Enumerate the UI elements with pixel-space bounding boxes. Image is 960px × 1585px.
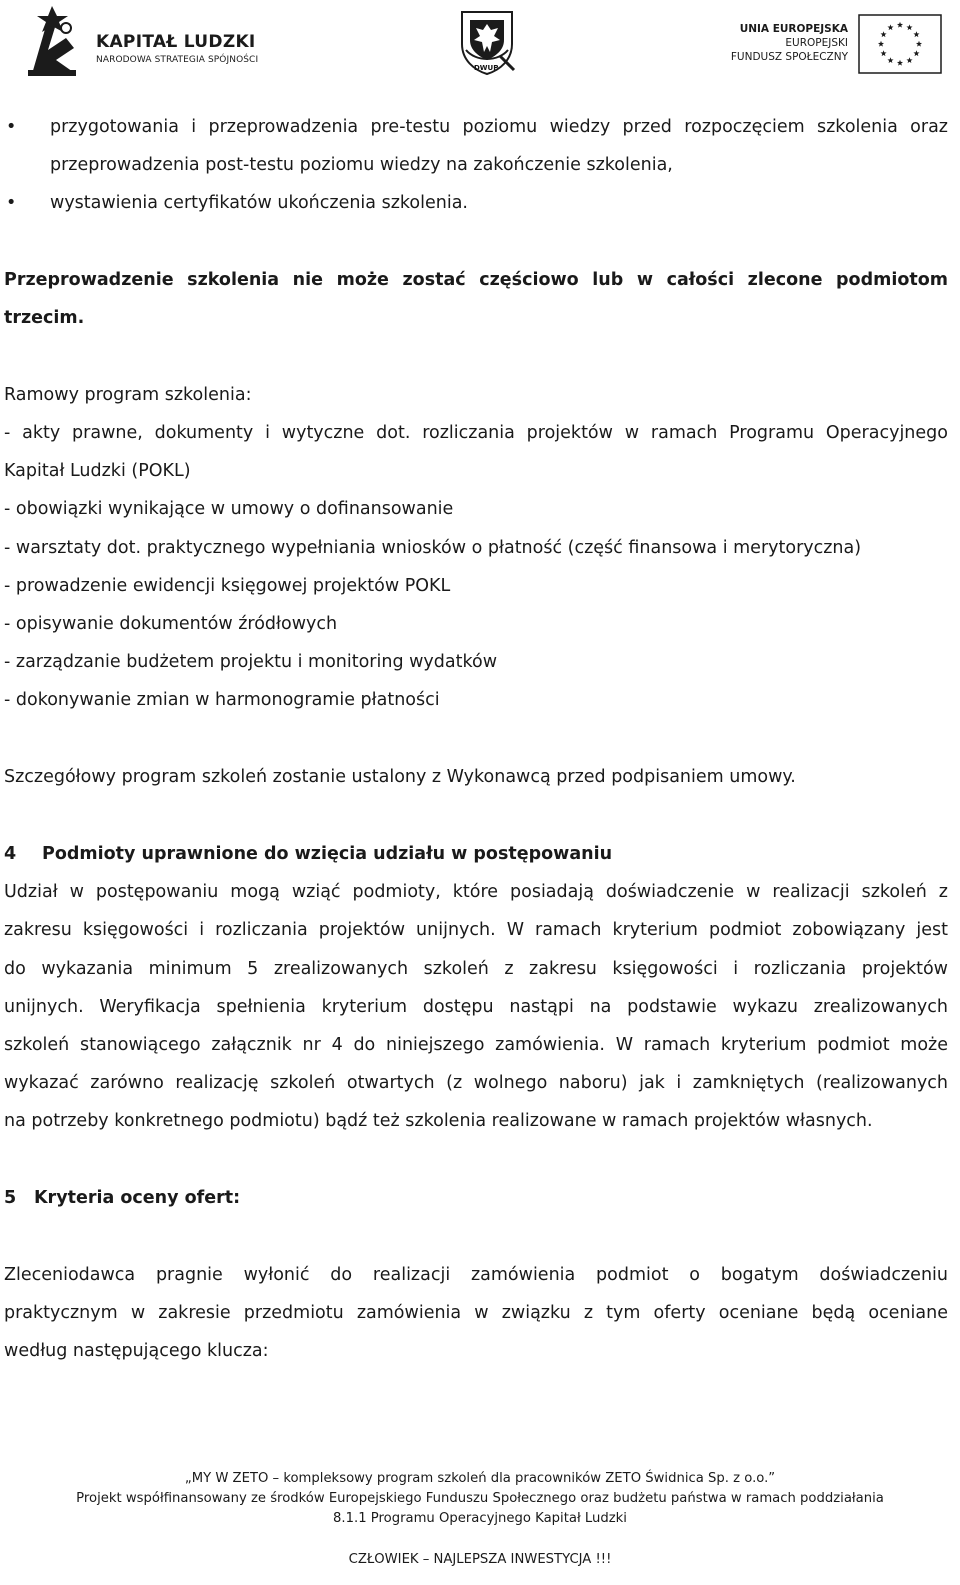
eu-logo-text: [722, 22, 848, 64]
footer-funding-line: Projekt współfinansowany ze środków Europejskiego Funduszu Społecznego oraz budżetu państwa w ramach poddziałania: [76, 1491, 884, 1506]
section-5-heading: [4, 1179, 240, 1217]
section-4-line-7: na potrzeby konkretnego podmiotu) bądź też szkolenia realizowane w ramach projektów własnych.: [4, 1111, 873, 1131]
kapital-ludzki-subtitle: NARODOWA STRATEGIA SPÓJNOŚCI: [96, 55, 259, 65]
bullet-marker-1: •: [6, 117, 17, 137]
section-4-line-2: zakresu księgowości i rozliczania projektów unijnych. W ramach kryterium podmiot zobowiązany jest: [4, 920, 948, 940]
program-item-6: - opisywanie dokumentów źródłowych: [4, 614, 338, 634]
section-4-line-6: wykazać zarówno realizację szkoleń otwartych (z wolnego naboru) jak i zamkniętych (realizowanych: [4, 1073, 948, 1093]
footer-program-line: 8.1.1 Programu Operacyjnego Kapitał Ludzki: [333, 1511, 627, 1526]
kapital-ludzki-title: KAPITAŁ LUDZKI: [96, 32, 256, 52]
section-4-line-1: Udział w postępowaniu mogą wziąć podmioty, które posiadają doświadczenie w realizacji szkoleń z: [4, 882, 948, 902]
program-item-7: - zarządzanie budżetem projektu i monitoring wydatków: [4, 652, 498, 672]
dwup-logo: [456, 10, 518, 76]
footer-project-title: „MY W ZETO – kompleksowy program szkoleń dla pracowników ZETO Świdnica Sp. z o.o.”: [184, 1471, 776, 1486]
program-item-5: - prowadzenie ewidencji księgowej projektów POKL: [4, 576, 451, 596]
eu-flag-icon: [858, 14, 942, 74]
section-5-line-1: Zleceniodawca pragnie wyłonić do realizacji zamówienia podmiot o bogatym doświadczeniu: [4, 1265, 948, 1285]
section-5-title: Kryteria oceny ofert:: [34, 1188, 241, 1208]
eu-line-1: UNIA EUROPEJSKA: [739, 23, 848, 35]
section-5-line-2: praktycznym w zakresie przedmiotu zamówienia w związku z tym oferty oceniane będą oceniane: [4, 1303, 948, 1323]
kapital-ludzki-logo: [26, 4, 266, 80]
eu-line-3: FUNDUSZ SPOŁECZNY: [730, 51, 848, 63]
program-heading: Ramowy program szkolenia:: [4, 385, 252, 405]
program-item-2: Kapitał Ludzki (POKL): [4, 461, 191, 481]
section-4-line-3: do wykazania minimum 5 zrealizowanych szkoleń z zakresu księgowości i rozliczania projektów: [4, 959, 948, 979]
section-4-heading: [4, 835, 612, 873]
notice-line-2: trzecim.: [4, 308, 85, 328]
program-item-4: - warsztaty dot. praktycznego wypełniania wniosków o płatność (część finansowa i merytoryczna): [4, 538, 862, 558]
program-item-8: - dokonywanie zmian w harmonogramie płatności: [4, 690, 440, 710]
kapital-ludzki-emblem-icon: [26, 4, 82, 80]
footer-slogan: CZŁOWIEK – NAJLEPSZA INWESTYCJA !!!: [348, 1552, 612, 1567]
program-item-1: - akty prawne, dokumenty i wytyczne dot. rozliczania projektów w ramach Programu Operacyjnego: [4, 423, 948, 443]
bullet-2-line-1: wystawienia certyfikatów ukończenia szkolenia.: [50, 193, 468, 213]
section-5-line-3: według następującego klucza:: [4, 1341, 269, 1361]
section-4-line-5: szkoleń stanowiącego załącznik nr 4 do niniejszego zamówienia. W ramach kryterium podmiot może: [4, 1035, 948, 1055]
program-item-3: - obowiązki wynikające w umowy o dofinansowanie: [4, 499, 454, 519]
notice-line-1: Przeprowadzenie szkolenia nie może zostać częściowo lub w całości zlecone podmiotom: [4, 270, 948, 290]
section-5-number: 5: [4, 1188, 17, 1208]
section-4-line-4: unijnych. Weryfikacja spełnienia kryterium dostępu nastąpi na podstawie wykazu zrealizowanych: [4, 997, 948, 1017]
bullet-1-line-1: przygotowania i przeprowadzenia pre-testu poziomu wiedzy przed rozpoczęciem szkolenia oraz: [50, 117, 948, 137]
eu-logo: [722, 14, 946, 78]
bullet-1-line-2: przeprowadzenia post-testu poziomu wiedzy na zakończenie szkolenia,: [50, 155, 673, 175]
bullet-marker-2: •: [6, 193, 17, 213]
section-4-number: 4: [4, 844, 17, 864]
dwup-label: DWUP: [474, 64, 499, 72]
program-detail: Szczegółowy program szkoleń zostanie ustalony z Wykonawcą przed podpisaniem umowy.: [4, 767, 796, 787]
section-4-title: Podmioty uprawnione do wzięcia udziału w postępowaniu: [42, 844, 613, 864]
eu-line-2: EUROPEJSKI: [785, 37, 848, 49]
